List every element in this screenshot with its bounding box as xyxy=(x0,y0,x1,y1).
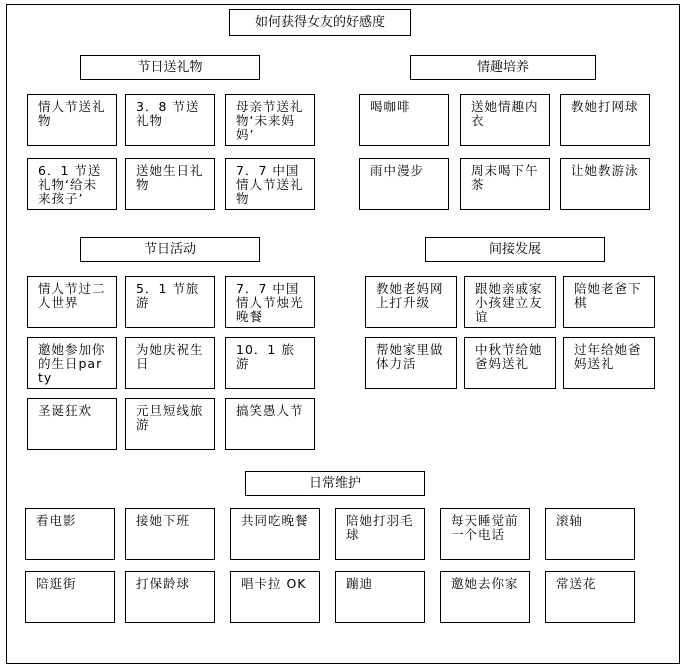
item-box: 中秋节给她爸妈送礼 xyxy=(464,337,556,389)
section-title: 节日活动 xyxy=(80,237,260,262)
item-box: 让她教游泳 xyxy=(560,158,650,210)
section-title: 日常维护 xyxy=(245,471,425,496)
item-box: 周末喝下午茶 xyxy=(460,158,550,210)
item-box: 情人节送礼物 xyxy=(27,94,117,146)
item-box: 看电影 xyxy=(25,508,115,560)
item-box: 共同吃晚餐 xyxy=(230,508,320,560)
item-box: 送她情趣内衣 xyxy=(460,94,550,146)
item-box: 蹦迪 xyxy=(335,571,425,623)
item-box: 搞笑愚人节 xyxy=(225,398,315,450)
item-box: 圣诞狂欢 xyxy=(27,398,117,450)
item-box: 过年给她爸妈送礼 xyxy=(563,337,655,389)
item-box: 滚轴 xyxy=(545,508,635,560)
item-box: 打保龄球 xyxy=(125,571,215,623)
item-box: 3．8 节送礼物 xyxy=(125,94,215,146)
item-box: 为她庆祝生日 xyxy=(125,337,215,389)
item-box: 5．1 节旅游 xyxy=(125,276,215,328)
item-box: 喝咖啡 xyxy=(359,94,449,146)
item-box: 母亲节送礼物‘未来妈妈’ xyxy=(225,94,315,146)
item-box: 每天睡觉前一个电话 xyxy=(440,508,530,560)
item-box: 帮她家里做体力活 xyxy=(365,337,457,389)
section-title: 情趣培养 xyxy=(410,55,596,80)
section-title: 节日送礼物 xyxy=(80,55,260,80)
item-box: 邀她去你家 xyxy=(440,571,530,623)
section-title: 间接发展 xyxy=(425,237,605,262)
item-box: 教她打网球 xyxy=(560,94,650,146)
item-box: 元旦短线旅游 xyxy=(125,398,215,450)
item-box: 教她老妈网上打升级 xyxy=(365,276,457,328)
item-box: 雨中漫步 xyxy=(359,158,449,210)
item-box: 邀她参加你的生日party xyxy=(27,337,117,389)
item-box: 情人节过二人世界 xyxy=(27,276,117,328)
item-box: 6．1 节送礼物‘给未来孩子’ xyxy=(27,158,117,210)
item-box: 陪逛街 xyxy=(25,571,115,623)
item-box: 跟她亲戚家小孩建立友谊 xyxy=(464,276,556,328)
item-box: 10．1 旅游 xyxy=(225,337,315,389)
item-box: 7．7 中国情人节烛光晚餐 xyxy=(225,276,315,328)
item-box: 接她下班 xyxy=(125,508,215,560)
item-box: 7．7 中国情人节送礼物 xyxy=(225,158,315,210)
item-box: 送她生日礼物 xyxy=(125,158,215,210)
item-box: 常送花 xyxy=(545,571,635,623)
main-title: 如何获得女友的好感度 xyxy=(229,9,411,36)
item-box: 陪她老爸下棋 xyxy=(563,276,655,328)
item-box: 陪她打羽毛球 xyxy=(335,508,425,560)
item-box: 唱卡拉 OK xyxy=(230,571,320,623)
